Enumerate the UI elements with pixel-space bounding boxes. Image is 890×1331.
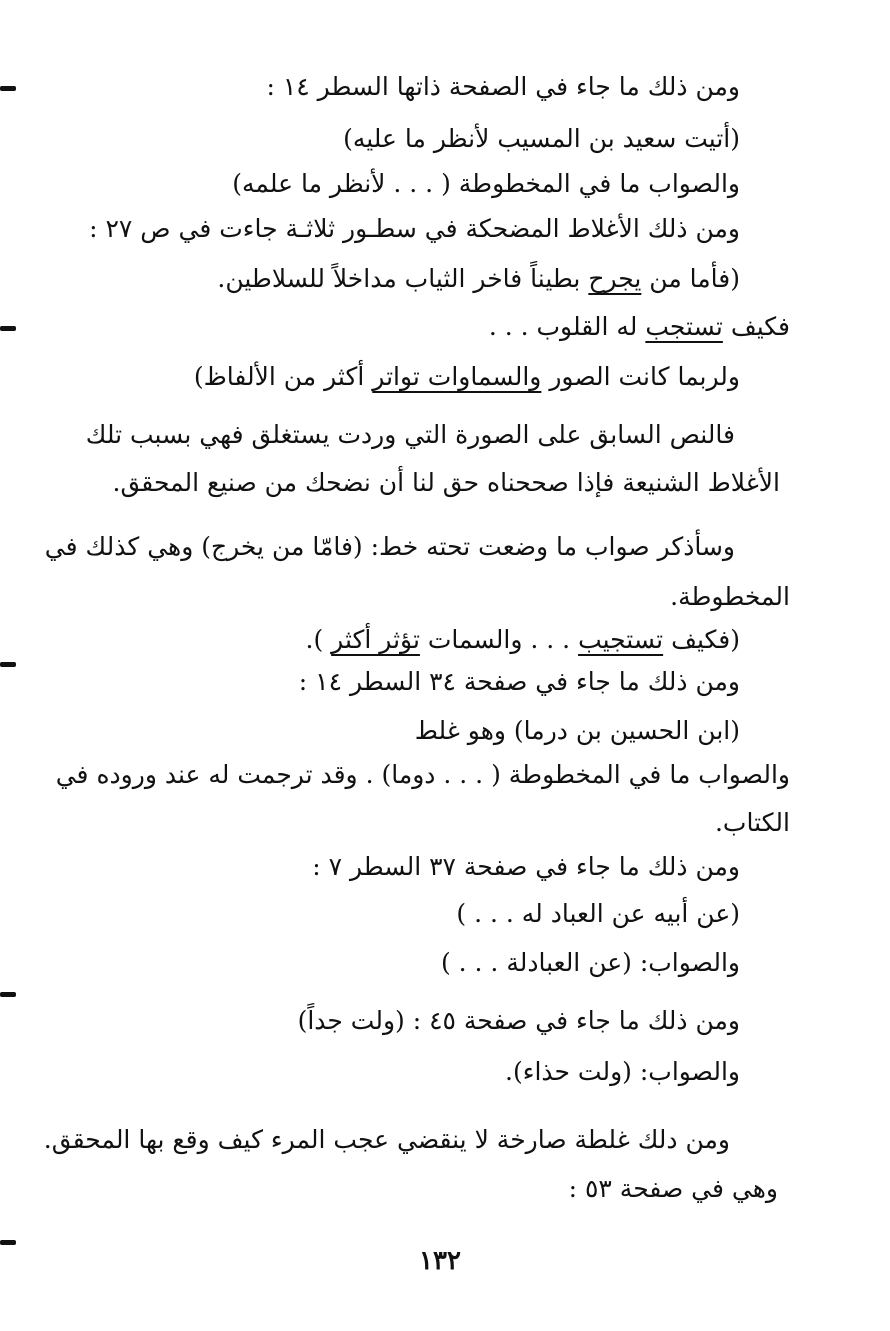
text-line: والصواب ما في المخطوطة ( . . . دوما) . وقد ترجمت له عند وروده في (55, 760, 790, 789)
margin-mark (0, 1240, 16, 1245)
text-line: والصواب: (ولت حذاء). (505, 1057, 740, 1086)
text-line (194, 360, 740, 394)
text-line: ومن ذلك ما جاء في صفحة ٣٤ السطر ١٤ : (298, 667, 740, 696)
text-line: ومن ذلك ما جاء في صفحة ٣٧ السطر ٧ : (312, 852, 740, 881)
paragraph-line: المخطوطة. (670, 582, 790, 611)
paragraph-line: فالنص السابق على الصورة التي وردت يستغلق فهي بسبب تلك (85, 420, 735, 449)
text-line (217, 262, 740, 296)
paragraph-line: الأغلاط الشنيعة فإذا صححناه حق لنا أن نضحك من صنيع المحقق. (112, 468, 780, 497)
text-segment: فكيف (730, 312, 790, 341)
text-line (489, 310, 790, 344)
text-line: والصواب ما في المخطوطة ( . . . لأنظر ما علمه) (232, 169, 740, 198)
text-line: ومن ذلك ما جاء في الصفحة ذاتها السطر ١٤ : (266, 72, 740, 101)
page-number: ١٣٢ (419, 1246, 461, 1276)
text-line: ومن ذلك ما جاء في صفحة ٤٥ : (ولت جداً) (297, 1006, 740, 1035)
underlined-word: تستجب (645, 312, 723, 341)
text-line: (عن أبيه عن العباد له . . . ) (456, 899, 740, 928)
text-line: (أتيت سعيد بن المسيب لأنظر ما عليه) (343, 124, 740, 153)
margin-mark (0, 662, 16, 667)
text-segment: بطيناً فاخر الثياب مداخلاً للسلاطين. (217, 264, 581, 293)
text-line (306, 623, 741, 657)
text-line: (ابن الحسين بن درما) وهو غلط (414, 716, 740, 745)
text-line: ومن ذلك الأغلاط المضحكة في سطـور ثلاثـة جاءت في ص ٢٧ : (89, 214, 740, 243)
margin-mark (0, 86, 16, 91)
underlined-word: يجرح (588, 264, 642, 293)
paragraph-line: ومن دلك غلطة صارخة لا ينقضي عجب المرء كيف وقع بها المحقق. (43, 1125, 730, 1154)
underlined-word: تؤثر أكثر (331, 625, 420, 654)
text-segment: أكثر من الألفاظ) (193, 362, 365, 391)
margin-mark (0, 992, 16, 997)
paragraph-line: وسأذكر صواب ما وضعت تحته خط: (فامّا من يخرج) وهي كذلك في (44, 532, 735, 561)
text-segment: له القلوب . . . (488, 312, 638, 341)
text-segment: (فكيف (671, 625, 740, 654)
text-segment: (فأما من (649, 264, 740, 293)
margin-mark (0, 326, 16, 331)
underlined-word: تستجيب (578, 625, 664, 654)
text-line: والصواب: (عن العبادلة . . . ) (440, 948, 740, 977)
text-segment: ). (305, 625, 324, 654)
text-segment: . . . والسمات (427, 625, 571, 654)
text-line: الكتاب. (714, 808, 790, 837)
underlined-word: والسماوات تواتر (372, 362, 542, 391)
paragraph-line: وهي في صفحة ٥٣ : (568, 1174, 778, 1203)
text-segment: ولربما كانت الصور (549, 362, 740, 391)
